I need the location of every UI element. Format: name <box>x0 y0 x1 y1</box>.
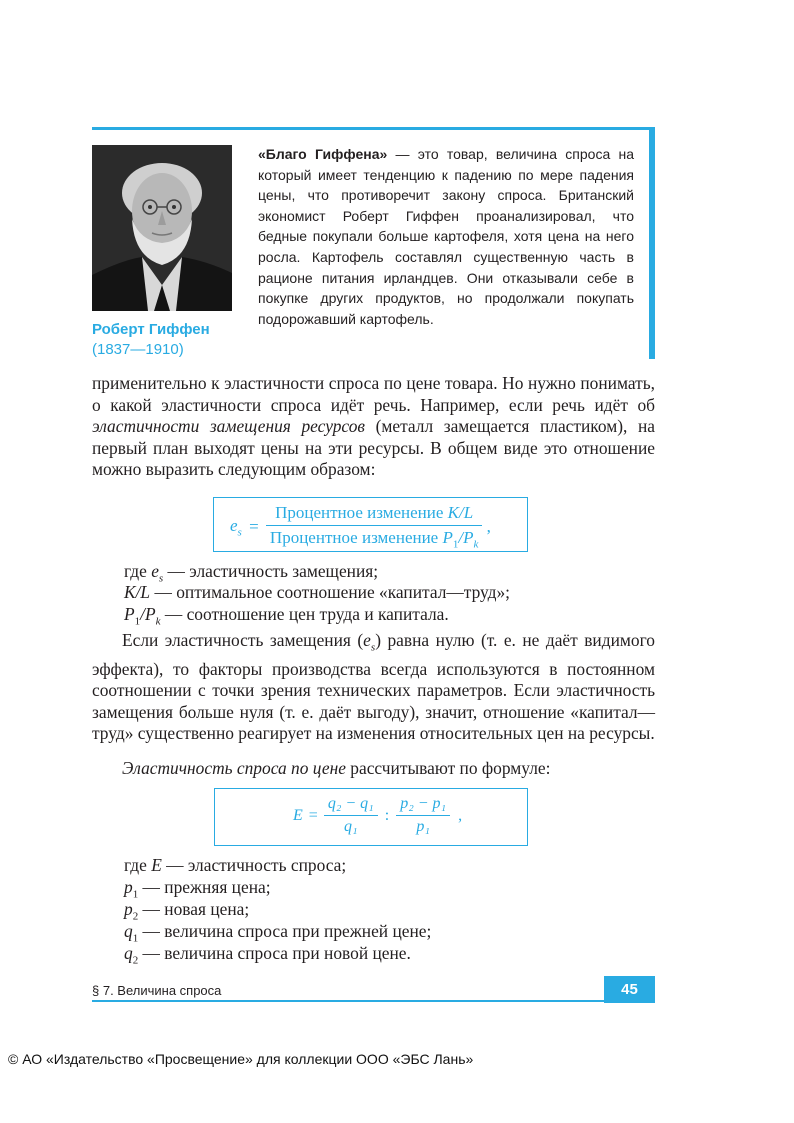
formula1-den-sub1: 1 <box>452 538 459 551</box>
def1-0-sub: s <box>158 572 164 585</box>
def1-2-sym: P <box>124 604 135 624</box>
def2-3-sub: 1 <box>132 932 139 945</box>
formula1-den-sub2: k <box>473 538 479 551</box>
formula1-denominator <box>266 526 482 550</box>
footer-rule <box>92 1000 604 1002</box>
def1-2-sub2: k <box>155 615 161 628</box>
sidebar-text: — это товар, величина спроса на который имеет тенденцию к падению по мере падения цены, что противоречит закону спроса. Британский экономист Роберт Гиффен проанализировал, что бедные покупали больше картофеля, хотя цена на него росла. Картофель составлял существенную часть в рационе питания ирландцев. Они отказывали себе в покупке других продуктов, но продолжали покупать подорожавший картофель. <box>258 146 634 327</box>
sidebar-definition <box>258 144 634 329</box>
formula1-den-text: Процентное изменение <box>269 528 443 547</box>
def1-1-text: — оптимальное соотношение «капитал—труд»; <box>150 582 511 602</box>
formula2-f1-num: q₂ − q₁ <box>324 795 378 816</box>
formula1-num-var: K/L <box>447 503 474 522</box>
def2-2-text: — новая цена; <box>138 899 250 919</box>
running-footer-section: § 7. Величина спроса <box>92 983 222 998</box>
def2-4-sub: 2 <box>132 954 139 967</box>
formula2-f2-num: p₂ − p₁ <box>396 795 450 816</box>
paragraph-3-italic: Эластичность спроса по цене <box>122 758 346 778</box>
def1-2-sym2: /P <box>140 604 156 624</box>
def2-2-sub: 2 <box>132 910 139 923</box>
formula-box-substitution-elasticity <box>213 497 528 552</box>
def2-4-sym: q <box>124 943 133 963</box>
formula2-trail: , <box>458 806 463 824</box>
formula1-eq: = <box>249 516 259 536</box>
def2-1-sub: 1 <box>132 888 139 901</box>
paragraph-3-text: рассчитывают по формуле: <box>345 758 551 778</box>
def2-4-text: — величина спроса при новой цене. <box>138 943 411 963</box>
formula2-f1-den: q₁ <box>343 818 358 835</box>
formula1-trail: , <box>486 516 491 536</box>
formula1-lhs: e <box>230 515 238 535</box>
paragraph-1 <box>92 373 655 481</box>
formula2-f2-den: p₁ <box>416 818 430 835</box>
paragraph-2-text-a: Если эластичность замещения ( <box>122 630 364 650</box>
formula1-numerator <box>266 503 482 526</box>
formula1-den-var1: P <box>442 528 453 547</box>
def1-2-sub: 1 <box>134 615 141 628</box>
def2-3-text: — величина спроса при прежней цене; <box>138 921 432 941</box>
sidebar-right-rule <box>649 127 655 359</box>
portrait-caption-years: (1837—1910) <box>92 341 184 358</box>
def2-1-text: — прежняя цена; <box>138 877 271 897</box>
formula2-eq: = <box>308 806 318 824</box>
paragraph-1-italic: эластичности замещения ресурсов <box>92 416 365 436</box>
def1-1-sym: K/L <box>124 582 151 602</box>
copyright-notice: © АО «Издательство «Просвещение» для коллекции ООО «ЭБС Лань» <box>8 1051 474 1067</box>
def2-3-sym: q <box>124 921 133 941</box>
formula2-colon: : <box>384 806 390 824</box>
definition-E <box>124 855 346 877</box>
def2-2-sym: p <box>124 899 133 919</box>
definition-kl <box>124 582 510 604</box>
paragraph-1-text-b: (металл замещается пластиком), на первый план выходят цены на эти ресурсы. В общем виде это отношение можно выразить следующим образом: <box>92 416 656 479</box>
formula1-den-var2: P <box>463 528 474 547</box>
paragraph-2-sub: s <box>370 641 376 654</box>
portrait-caption-name: Роберт Гиффен <box>92 321 210 338</box>
paragraph-2-sym: e <box>363 630 371 650</box>
def1-2-text: — соотношение цен труда и капитала. <box>160 604 449 624</box>
formula-box-price-elasticity <box>214 788 528 846</box>
formula2-fraction-1 <box>324 795 378 836</box>
def1-0-text: — эластичность замещения; <box>163 561 379 581</box>
paragraph-2 <box>92 630 655 745</box>
def2-0-pre: где <box>124 855 152 875</box>
paragraph-1-text-a: применительно к эластичности спроса по цене товара. Но нужно понимать, о какой эластичности спроса идёт речь. Например, если речь идёт об <box>92 373 655 415</box>
paragraph-3 <box>92 758 655 780</box>
sidebar-term: «Благо Гиффена» <box>258 146 388 162</box>
formula-substitution-elasticity <box>230 503 491 550</box>
portrait-robert-giffen <box>92 145 232 311</box>
formula1-den-slash: / <box>458 528 464 547</box>
definition-q2 <box>124 943 411 972</box>
def2-1-sym: p <box>124 877 133 897</box>
def1-0-pre: где <box>124 561 152 581</box>
formula-price-elasticity <box>293 795 462 836</box>
def2-0-text: — эластичность спроса; <box>161 855 347 875</box>
definition-p1pk <box>124 604 449 633</box>
formula1-lhs-sub: s <box>237 525 242 538</box>
paragraph-2-text-b: ) равна нулю (т. е. не даёт видимого эффекта), то факторы производства всегда используются в постоянном соотношении с точки зрения технических параметров. Если эластичность замещения больше нуля (т. е. даёт выгоду), значит, отношение «капитал—труд» существенно реагирует на изменения относительных цен на ресурсы. <box>92 630 655 744</box>
page-number: 45 <box>604 976 655 1003</box>
formula2-fraction-2 <box>396 795 450 836</box>
formula1-num-text: Процентное изменение <box>275 503 448 522</box>
formula1-fraction <box>266 503 482 550</box>
formula2-lhs: E <box>293 806 303 824</box>
def1-0-sym: e <box>151 561 159 581</box>
def2-0-sym: E <box>151 855 162 875</box>
sidebar-top-rule <box>92 127 654 130</box>
